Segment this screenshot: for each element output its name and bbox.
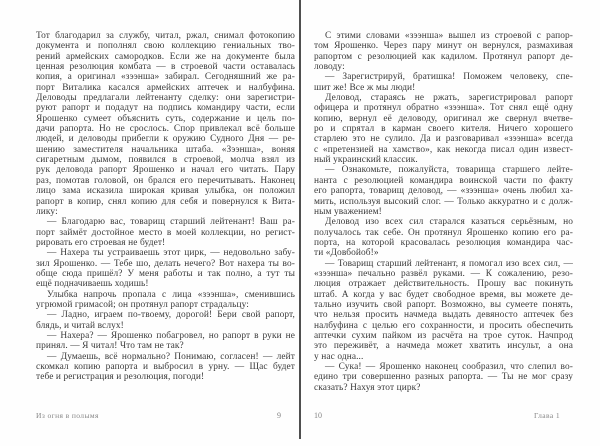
text-line: с «претензией на хамство», как некогда писал один извест- <box>314 144 573 155</box>
text-line: рировать его строевая не будет! <box>36 237 166 248</box>
text-line: С этими словами «зээнша» вышел из строевой с рапор- <box>325 31 573 41</box>
text-line: рапортом с резолюцией как кадилом. Протянул рапорт де- <box>314 51 573 62</box>
text-line: — Ознакомьте, пожалуйста, товарища старшего лейте- <box>325 165 573 176</box>
text-line: копию, вернул её деловоду, оригинал же свернул вчетве- <box>314 113 573 124</box>
text-line: Деловод, стараясь не ржать, зарегистрировал рапорт <box>325 93 573 104</box>
text-line: у нас одна... <box>314 351 364 362</box>
text-line: тально изучить свой рапорт. Возможно, вы сумеете понять, <box>314 299 573 310</box>
text-line: едино три совершенно разных рапорта. — Ты не мог сразу <box>314 372 573 383</box>
text-line: порт Виталика касался армейских аптечек и налбуфина. <box>36 82 295 93</box>
right-page-text <box>314 31 573 393</box>
text-line: рук деловода рапорт Ярошенко и начал его читать. Пару <box>36 165 295 176</box>
text-line: лицо зама исказила широкая кривая улыбка, он положил <box>36 186 295 197</box>
text-line: руют рапорт и подадут на подпись командиру части, если <box>36 103 295 114</box>
text-line: — Зарегистрируй, братишка! Поможем человеку, спе- <box>325 72 573 83</box>
left-page-text <box>36 31 295 383</box>
text-line: — Ладно, играем по-твоему, дорогой! Бери свой рапорт, <box>47 310 295 321</box>
text-line: аптечки сухим пайком из расчёта на трое суток. Начпрод <box>314 330 573 341</box>
text-line: получалось так себе. Он протянул Ярошенко копию его ра- <box>314 227 573 238</box>
text-line: старлею это не сулило. Да и разговаривал «зээнша» всегда <box>314 134 573 145</box>
text-line: порта, на которой красовалась резолюция командира час- <box>314 237 573 248</box>
text-line: ти «Довбойоб!» <box>314 248 379 259</box>
text-line: тебе и регистрация и резолюция, погоди! <box>36 372 205 383</box>
text-line: Деловод изо всех сил старался казаться серьёзным, но <box>325 217 573 228</box>
text-line: это переживёт, а начмеда может хватить инсульт, а она <box>314 341 573 352</box>
text-line: документа и пополнял свою коллекцию гениальных тво- <box>36 41 295 52</box>
text-line: ещё подначиваешь ходишь! <box>36 279 149 290</box>
text-line: Улыбка напрочь пропала с лица «зээнша», сменившись <box>47 289 295 300</box>
text-line: сигаретным дымом, появился в строевой, молча взял из <box>36 155 295 166</box>
text-line: Ярошенко сумеет объяснить суть, содержание и цель по- <box>36 113 295 124</box>
text-line: сказать? Нахуя этот цирк? <box>314 382 421 393</box>
page-gutter-divider <box>299 0 301 439</box>
text-line: обще сюда пришёл? У меня работы и так полно, а тут ты <box>36 268 295 279</box>
text-line: блядь, и читай вслух! <box>36 320 124 331</box>
text-line: штаб. А когда у вас будет свободное время, вы можете де- <box>314 289 573 300</box>
text-line: том Ярошенко. Через пару минут он вернулся, размахивая <box>314 41 573 52</box>
chapter-label: Глава 1 <box>533 411 560 420</box>
text-line: шению заместителя начальника штаба. «Зээнша», воняя <box>36 144 295 155</box>
text-line: лику: <box>36 206 58 217</box>
text-line: Тот благодарил за службу, читал, ржал, снимал фотокопию <box>36 31 295 41</box>
text-line: рапорт в копир, снял копию для себя и повернулся к Вита- <box>36 196 295 207</box>
text-line: — Нахера ты устраиваешь этот цирк, — недовольно забу- <box>47 248 295 259</box>
text-line: дачи рапорта. Но не срослось. Спор привлекал всё больше <box>36 124 295 135</box>
text-line: — Думаешь, всё нормально? Понимаю, согласен! — лейт <box>47 351 295 362</box>
text-line: порт займёт достойное место в моей коллекции, но регист- <box>36 227 295 238</box>
text-line: нанта с резолюцией командира воинской части по факту <box>314 175 573 186</box>
page-number-right: 10 <box>314 411 322 420</box>
text-line: налбуфина с целью его сохранности, и просить обеспечить <box>314 320 573 331</box>
text-line: ным уважением! <box>314 206 382 217</box>
text-line: офицера и протянул обратно «зээнша». Тот снял ещё одну <box>314 103 573 114</box>
text-line: людей, и деловоды прибегли к оружию Судного Дня — ре- <box>36 134 295 145</box>
text-line: раз, помотав головой, он брался его перечитывать. Наконец <box>36 175 295 186</box>
text-line: Деловоды предлагали лейтенанту сделку: они зарегистри- <box>36 93 295 104</box>
text-line: ный украинский классик. <box>314 155 418 166</box>
text-line: что нельзя просить начмеда выдать девяносто аптечек без <box>314 310 573 321</box>
running-title: Из огня в полымя <box>36 411 99 420</box>
text-line: зил Ярошенко. — Тебе шо, делать нечего? Вот нахера ты во- <box>36 258 295 269</box>
text-line: — Благодарю вас, товарищ старший лейтенант! Ваш ра- <box>47 217 295 228</box>
text-line: шит же! Все ж мы люди! <box>314 82 416 93</box>
text-line: скомкал копию рапорта и выбросил в урну. — Щас будет <box>36 362 295 372</box>
text-line: — Нахера? — Ярошенко побагровел, но рапорт в руки не <box>47 330 295 341</box>
text-line: угрюмой гримасой; он протянул рапорт страдальцу: <box>36 299 249 310</box>
right-page-footer <box>314 411 560 420</box>
text-line: рений армейских самородков. Если же на документе была <box>36 51 295 62</box>
text-line: ро и спрятал в карман своего кителя. Ничего хорошего <box>314 124 573 135</box>
text-line: его рапорта, товарищ деловод, — «зээнша» очень любил ха- <box>314 186 573 197</box>
left-page-footer <box>36 411 281 420</box>
text-line: мить, используя высокий слог. — Только аккуратно и с долж- <box>314 196 573 207</box>
text-line: люция отражает действительность. Прошу вас покинуть <box>314 279 573 290</box>
text-line: ценная резолюция комбата — в строевой части оставалась <box>36 62 295 73</box>
page-number-left: 9 <box>277 411 281 420</box>
text-line: — Товарищ старший лейтенант, я помогал изо всех сил, — <box>325 258 573 269</box>
text-line: «зээнша» печально развёл руками. — К сожалению, резо- <box>314 268 573 279</box>
text-line: ловоду: <box>314 62 345 73</box>
text-line: принял. — Я читал! Что там не так? <box>36 341 184 352</box>
text-line: копия, а оригинал «зээнша» забирал. Сегодняшний же ра- <box>36 72 295 83</box>
text-line: — Сука! — Ярошенко наконец сообразил, что слепил во- <box>325 362 573 372</box>
